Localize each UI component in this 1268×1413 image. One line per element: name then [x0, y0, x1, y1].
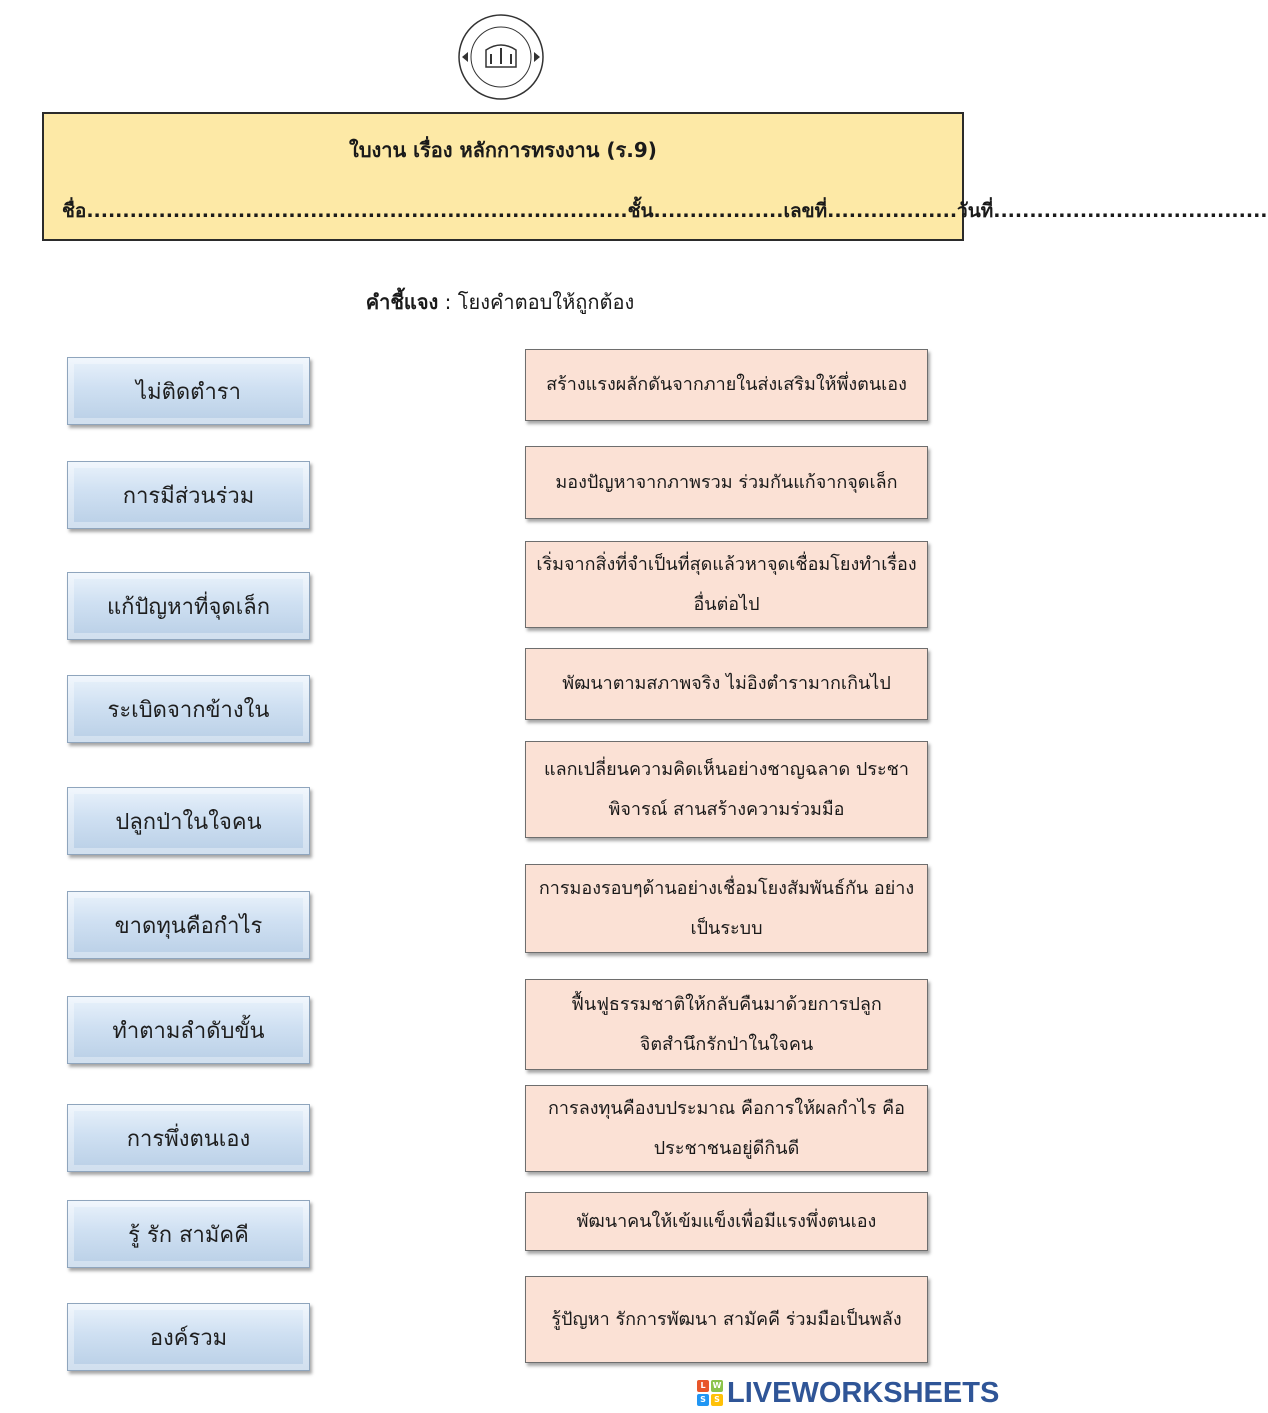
definition-box[interactable]: พัฒนาตามสภาพจริง ไม่อิงตำรามากเกินไป — [525, 648, 928, 720]
definition-box[interactable]: รู้ปัญหา รักการพัฒนา สามัคคี ร่วมมือเป็นพลัง — [525, 1276, 928, 1363]
definition-box[interactable]: พัฒนาคนให้เข้มแข็งเพื่อมีแรงพึ่งตนเอง — [525, 1192, 928, 1251]
instruction-label: คำชี้แจง — [365, 290, 439, 314]
term-box[interactable]: การพึ่งตนเอง — [67, 1104, 310, 1172]
liveworksheets-wordmark: LIVEWORKSHEETS — [727, 1376, 1000, 1409]
liveworksheets-badge-icon: L W S S — [697, 1380, 723, 1406]
date-blank[interactable]: ...................................... — [993, 200, 1268, 222]
date-label: วันที่ — [957, 200, 994, 222]
instruction — [0, 286, 1000, 318]
term-box[interactable]: ระเบิดจากข้างใน — [67, 675, 310, 743]
name-label: ชื่อ — [62, 200, 87, 222]
term-box[interactable]: ทำตามลำดับขั้น — [67, 996, 310, 1064]
term-box[interactable]: ไม่ติดตำรา — [67, 357, 310, 425]
instruction-text: โยงคำตอบให้ถูกต้อง — [457, 290, 635, 314]
definition-box[interactable]: การลงทุนคืองบประมาณ คือการให้ผลกำไร คือ ประชาชนอยู่ดีกินดี — [525, 1085, 928, 1172]
class-blank[interactable]: .................. — [653, 200, 784, 222]
number-blank[interactable]: .................. — [827, 200, 958, 222]
term-box[interactable]: แก้ปัญหาที่จุดเล็ก — [67, 572, 310, 640]
term-box[interactable]: การมีส่วนร่วม — [67, 461, 310, 529]
definition-box[interactable]: มองปัญหาจากภาพรวม ร่วมกันแก้จากจุดเล็ก — [525, 446, 928, 519]
name-blank[interactable]: ........................................................................... — [86, 200, 628, 222]
definition-box[interactable]: สร้างแรงผลักดันจากภายในส่งเสริมให้พึ่งตนเอง — [525, 349, 928, 421]
instruction-separator: : — [438, 290, 458, 314]
worksheet-header — [42, 112, 1268, 241]
worksheet-title: ใบงาน เรื่อง หลักการทรงงาน (ร.9) — [349, 138, 657, 162]
definition-box[interactable]: การมองรอบๆด้านอย่างเชื่อมโยงสัมพันธ์กัน อย่างเป็นระบบ — [525, 864, 928, 953]
definition-box[interactable]: ฟื้นฟูธรรมชาติให้กลับคืนมาด้วยการปลูก จิตสำนึกรักป่าในใจคน — [525, 979, 928, 1070]
definition-box[interactable]: แลกเปลี่ยนความคิดเห็นอย่างชาญฉลาด ประชาพิจารณ์ สานสร้างความร่วมมือ — [525, 741, 928, 838]
definition-box[interactable]: เริ่มจากสิ่งที่จำเป็นที่สุดแล้วหาจุดเชื่อมโยงทำเรื่องอื่นต่อไป — [525, 541, 928, 628]
term-box[interactable]: องค์รวม — [67, 1303, 310, 1371]
number-label: เลขที่ — [783, 200, 828, 222]
term-box[interactable]: ปลูกป่าในใจคน — [67, 787, 310, 855]
school-seal-logo — [456, 12, 546, 102]
term-box[interactable]: รู้ รัก สามัคคี — [67, 1200, 310, 1268]
liveworksheets-logo — [697, 1376, 999, 1410]
student-info-fields — [62, 196, 1268, 226]
class-label: ชั้น — [627, 200, 654, 222]
term-box[interactable]: ขาดทุนคือกำไร — [67, 891, 310, 959]
